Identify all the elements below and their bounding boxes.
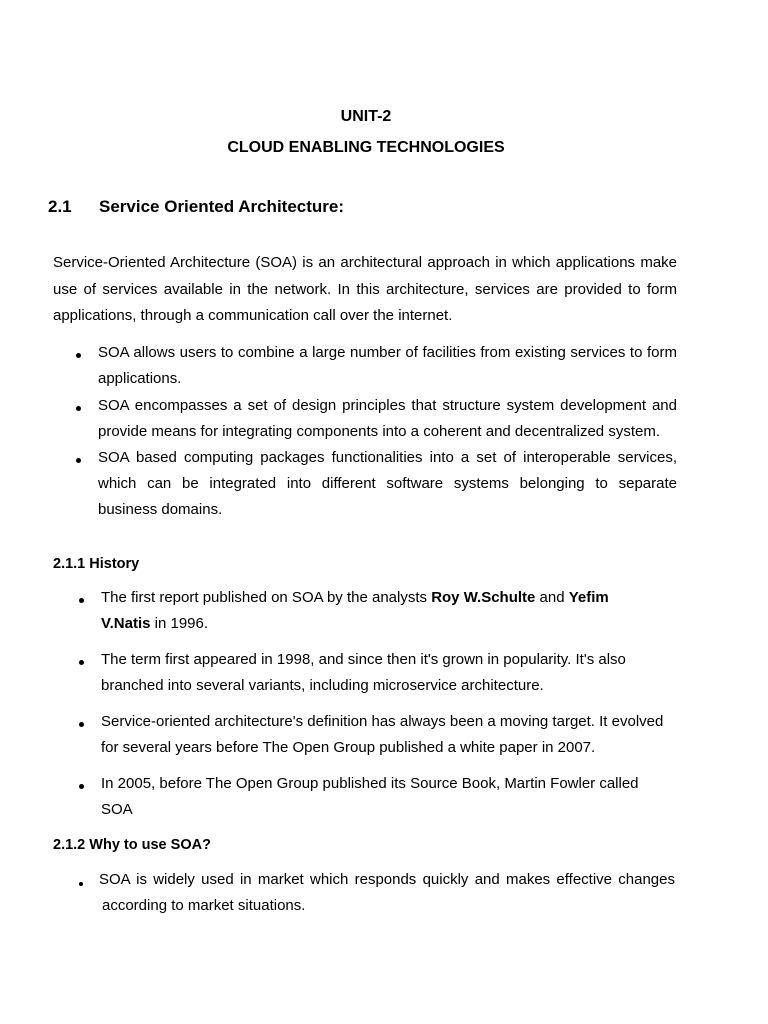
list-item-line: SOA encompasses a set of design principles that structure system development and <box>98 397 677 414</box>
intro-line-1: Service-Oriented Architecture (SOA) is an architectural approach in which applications make <box>53 254 677 271</box>
list-item <box>98 340 677 392</box>
section-title: Service Oriented Architecture: <box>99 197 345 216</box>
history-text: in 1996. <box>150 615 209 632</box>
list-item-line: applications. <box>98 370 182 387</box>
list-item-line <box>101 585 681 611</box>
list-item-line: In 2005, before The Open Group published its Source Book, Martin Fowler called <box>101 775 639 792</box>
list-item-line: Service-oriented architecture's definition has always been a moving target. It evolved <box>101 713 664 730</box>
intro-line-3: applications, through a communication call over the internet. <box>53 307 453 325</box>
list-item-line: SOA <box>101 801 133 818</box>
list-item <box>101 771 681 823</box>
author-name: Yefim <box>568 589 609 606</box>
list-item-line: provide means for integrating components into a coherent and decentralized system. <box>98 423 660 440</box>
list-item <box>99 867 675 919</box>
list-item-line: SOA is widely used in market which responds quickly and makes effective changes <box>99 871 675 888</box>
author-name: V.Natis <box>101 615 151 632</box>
list-item <box>98 445 677 523</box>
list-item-line: The term first appeared in 1998, and since then it's grown in popularity. It's also <box>101 651 626 668</box>
why-heading: 2.1.2 Why to use SOA? <box>53 837 211 853</box>
list-item <box>101 647 681 699</box>
list-item-line: for several years before The Open Group published a white paper in 2007. <box>101 739 596 756</box>
list-item-line: according to market situations. <box>102 897 306 914</box>
list-item-line: SOA allows users to combine a large number of facilities from existing services to form <box>98 344 677 361</box>
unit-label: UNIT-2 <box>340 108 392 125</box>
history-heading: 2.1.1 History <box>53 556 140 572</box>
list-item <box>101 585 681 637</box>
bullet-dot-icon <box>76 394 81 420</box>
bullet-dot-icon <box>76 446 81 472</box>
list-item-line: which can be integrated into different software systems belonging to separate <box>98 475 677 492</box>
intro-line-2: use of services available in the network. In this architecture, services are provided to form <box>53 280 677 298</box>
list-item <box>101 709 681 761</box>
history-text: The first report published on SOA by the analysts <box>101 589 432 606</box>
history-text: and <box>535 589 569 606</box>
list-item-line <box>101 611 681 637</box>
bullet-dot-icon <box>79 710 84 736</box>
list-item <box>98 393 677 445</box>
chapter-title: CLOUD ENABLING TECHNOLOGIES <box>227 139 505 156</box>
bullet-dot-icon <box>76 341 81 367</box>
bullet-dot-icon <box>79 869 83 895</box>
intro-paragraph <box>53 250 677 330</box>
bullet-dot-icon <box>79 772 84 798</box>
bullet-dot-icon <box>79 586 84 612</box>
bullet-dot-icon <box>79 648 84 674</box>
list-item-line: business domains. <box>98 501 223 518</box>
author-name: Roy W.Schulte <box>431 589 536 606</box>
list-item-line: branched into several variants, including microservice architecture. <box>101 677 544 694</box>
list-item-line: SOA based computing packages functionalities into a set of interoperable services, <box>98 449 677 466</box>
section-number: 2.1 <box>48 197 72 216</box>
